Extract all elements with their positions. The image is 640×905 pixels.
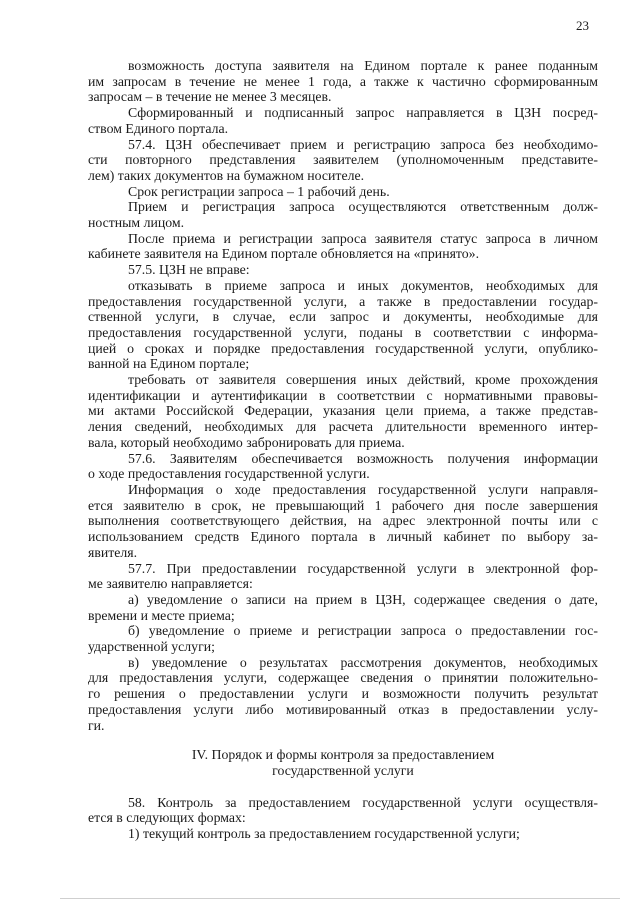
text-line: 1) текущий контроль за предоставлением государственной услуги; xyxy=(128,826,520,842)
text-line: 57.5. ЦЗН не вправе: xyxy=(128,262,250,278)
text-line: ления сведений, необходимых для расчета длительности временного интер- xyxy=(88,419,598,435)
text-line: ством Единого портала. xyxy=(88,120,229,136)
text-line: 57.6. Заявителям обеспечивается возможность получения информации xyxy=(128,450,598,466)
text-line: предоставления государственной услуги, а также в предоставлении государ- xyxy=(88,293,598,309)
text-line: отказывать в приеме запроса и иных документов, необходимых для xyxy=(128,277,598,293)
text-line: в) уведомление о результатах рассмотрения документов, необходимых xyxy=(128,654,598,670)
text-line: возможность доступа заявителя на Едином портале к ранее поданным xyxy=(128,58,598,73)
paragraph-gap xyxy=(88,779,598,795)
text-line: 57.7. При предоставлении государственной услуги в электронной фор- xyxy=(128,560,598,576)
text-line: 58. Контроль за предоставлением государственной услуги осуществля- xyxy=(128,794,598,810)
text-line: для предоставления услуги, содержащее сведения о принятии положительно- xyxy=(88,670,598,686)
text-line: Информация о ходе предоставления государственной услуги направля- xyxy=(128,481,598,497)
text-line: о ходе предоставления государственной услуги. xyxy=(88,466,370,482)
text-line: ме заявителю направляется: xyxy=(88,576,253,592)
page-number: 23 xyxy=(576,18,589,33)
text-line: кабинете заявителя на Едином портале обновляется на «принято». xyxy=(88,246,480,262)
text-line: 57.4. ЦЗН обеспечивает прием и регистрацию запроса без необходимо- xyxy=(128,136,598,152)
section-heading-line: государственной услуги xyxy=(272,762,414,778)
section-heading-line: IV. Порядок и формы контроля за предоставлением xyxy=(191,747,495,763)
text-line: времени и месте приема; xyxy=(88,607,235,623)
text-line: требовать от заявителя совершения иных действий, кроме прохождения xyxy=(128,372,598,388)
text-line: Сформированный и подписанный запрос направляется в ЦЗН посред- xyxy=(128,105,598,121)
text-line: ги. xyxy=(88,717,105,733)
text-line: запросам – в течение не менее 3 месяцев. xyxy=(88,89,332,105)
text-line: ственной услуги, в случае, если запрос и документы, необходимые для xyxy=(88,309,598,325)
text-line: идентификации и аутентификации в соответствии с нормативными правовы- xyxy=(88,387,598,403)
text-line: го решения о предоставлении услуги и возможности получить результат xyxy=(88,686,598,702)
text-line: цией о сроках и порядке предоставления государственной услуги, опублико- xyxy=(88,340,598,356)
text-line: ударственной услуги; xyxy=(88,639,215,655)
text-line: им запросам в течение не менее 1 года, а также к частично сформированным xyxy=(88,73,598,89)
text-line: ется заявителю в срок, не превышающий 1 рабочего дня после завершения xyxy=(88,497,598,513)
text-line: лем) таких документов на бумажном носителе. xyxy=(88,167,365,183)
text-line: сти повторного представления заявителем (уполномоченным представите- xyxy=(88,152,598,168)
text-line: Прием и регистрация запроса осуществляются ответственным долж- xyxy=(128,199,598,215)
text-line: б) уведомление о приеме и регистрации запроса о предоставлении гос- xyxy=(128,623,598,639)
text-line: а) уведомление о записи на прием в ЦЗН, содержащее сведения о дате, xyxy=(128,591,598,607)
text-line: вала, который необходимо забронировать для приема. xyxy=(88,434,405,450)
text-line: явителя. xyxy=(88,544,138,560)
document-body xyxy=(88,58,598,842)
text-line: ется в следующих формах: xyxy=(88,810,246,826)
paragraph-gap xyxy=(88,733,598,747)
text-line: предоставления государственной услуги, поданы в соответствии с информа- xyxy=(88,324,598,340)
text-line: После приема и регистрации запроса заявителя статус запроса в личном xyxy=(128,230,598,246)
text-line: предоставления услуги либо мотивированный отказ в предоставлении услу- xyxy=(88,701,598,717)
text-line: ми актами Российской Федерации, указания цели приема, а также представ- xyxy=(88,403,598,419)
text-line: Срок регистрации запроса – 1 рабочий день. xyxy=(128,183,390,199)
text-line: ностным лицом. xyxy=(88,215,185,231)
text-line: выполнения соответствующего действия, на адрес электронной почты или с xyxy=(88,513,598,529)
scan-edge-line xyxy=(60,898,620,899)
text-line: ванной на Едином портале; xyxy=(88,356,250,372)
text-line: использованием средств Единого портала в личный кабинет по выбору за- xyxy=(88,529,598,545)
